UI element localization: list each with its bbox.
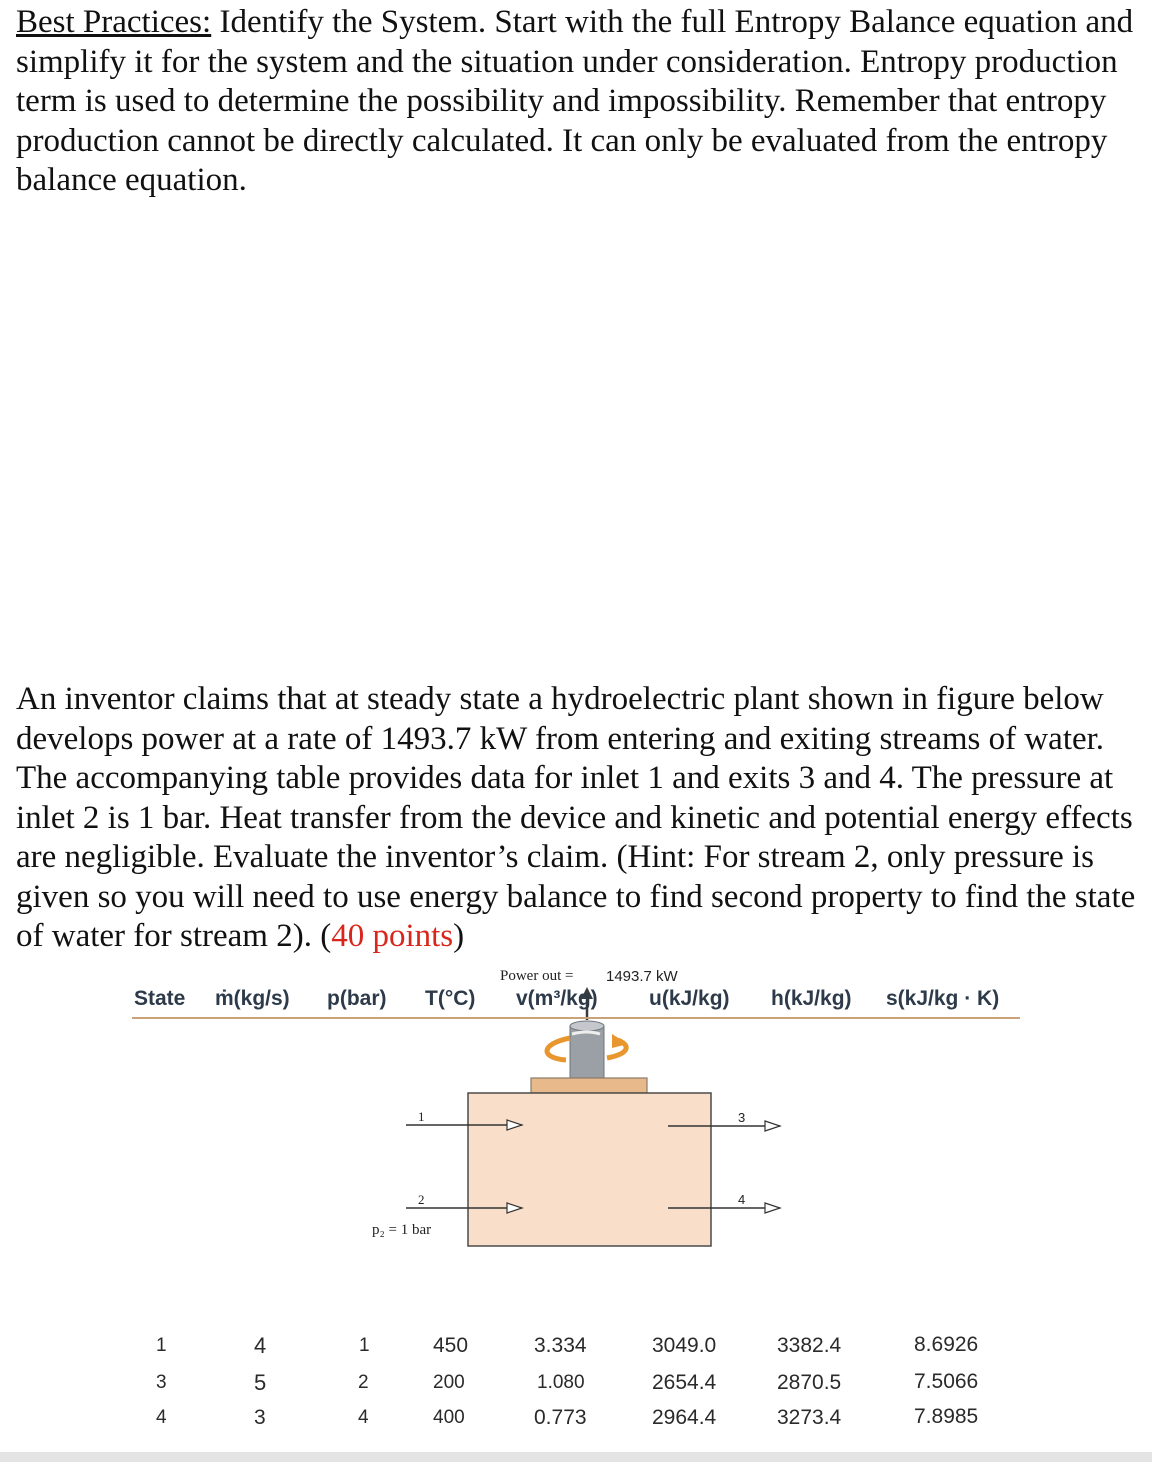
cell-enthalpy: 3273.4	[777, 1406, 842, 1429]
header-mass-flow: ṁ(kg/s)	[215, 987, 290, 1010]
cell-mass-flow: 4	[254, 1333, 267, 1358]
cell-state: 4	[156, 1407, 167, 1428]
cell-specific-volume: 3.334	[534, 1334, 587, 1357]
cell-specific-volume: 1.080	[537, 1372, 585, 1393]
shaft-base	[531, 1078, 647, 1093]
points-label: 40 points	[331, 918, 454, 954]
cell-mass-flow: 5	[254, 1370, 267, 1395]
problem-statement	[16, 680, 1144, 957]
bottom-edge-bar	[0, 1452, 1152, 1462]
header-specific-volume: v(m³/kg)	[516, 987, 598, 1010]
cell-pressure: 4	[358, 1407, 369, 1428]
power-out-value: 1493.7 kW	[606, 968, 678, 985]
cell-internal-energy: 2964.4	[652, 1406, 717, 1429]
problem-close-paren: )	[453, 918, 465, 954]
header-entropy: s(kJ/kg · K)	[886, 987, 1000, 1010]
header-temperature: T(°C)	[425, 987, 476, 1010]
cell-pressure: 2	[358, 1372, 369, 1393]
header-divider	[132, 1017, 1020, 1019]
exit-3-label: 3	[738, 1110, 746, 1125]
header-enthalpy: h(kJ/kg)	[771, 987, 852, 1010]
p2-label: p₂ = 1 bar	[372, 1222, 432, 1238]
shaft-icon	[570, 1021, 604, 1078]
problem-text: An inventor claims that at steady state a hydroelectric plant shown in figure below develops power at a rate of 1493.7 kW from entering and exiting streams of water. The accompanying table provides data for inlet 1 and exits 3 and 4. The pressure at inlet 2 is 1 bar. Heat transfer from the device and kinetic and potential energy effects are negligible. Evaluate the inventor’s claim. (Hint: For stream 2, only pressure is given so you will need to use energy balance to find second property to find the state of water for stream 2). (	[16, 681, 1136, 954]
inlet-1-label: 1	[418, 1109, 425, 1124]
cell-entropy: 7.5066	[914, 1370, 979, 1393]
cell-entropy: 7.8985	[914, 1405, 979, 1428]
header-pressure: p(bar)	[327, 987, 387, 1010]
cell-temperature: 200	[433, 1372, 465, 1393]
cell-state: 1	[156, 1335, 167, 1356]
inlet-2-label: 2	[418, 1192, 425, 1207]
header-internal-energy: u(kJ/kg)	[649, 987, 730, 1010]
cell-enthalpy: 2870.5	[777, 1371, 842, 1394]
header-state: State	[134, 987, 186, 1010]
cell-internal-energy: 2654.4	[652, 1371, 717, 1394]
power-out-label: Power out =	[500, 968, 574, 984]
control-volume	[468, 1093, 711, 1246]
cell-entropy: 8.6926	[914, 1333, 979, 1356]
best-practices-label: Best Practices:	[16, 4, 212, 40]
cell-specific-volume: 0.773	[534, 1406, 587, 1429]
cell-internal-energy: 3049.0	[652, 1334, 717, 1357]
cell-temperature: 450	[433, 1334, 469, 1357]
cell-pressure: 1	[359, 1335, 370, 1356]
cell-state: 3	[156, 1372, 167, 1393]
cell-enthalpy: 3382.4	[777, 1334, 842, 1357]
cell-temperature: 400	[433, 1407, 465, 1428]
exit-4-label: 4	[738, 1192, 746, 1207]
best-practices-text: Identify the System. Start with the full Entropy Balance equation and simplify it for the system and the situation under consideration. Entropy production term is used to determine the possibility and impossibility. Remember that entropy production cannot be directly calculated. It can only be evaluated from the entropy balance equation.	[16, 4, 1134, 198]
best-practices-paragraph	[16, 3, 1144, 201]
cell-mass-flow: 3	[254, 1406, 266, 1429]
